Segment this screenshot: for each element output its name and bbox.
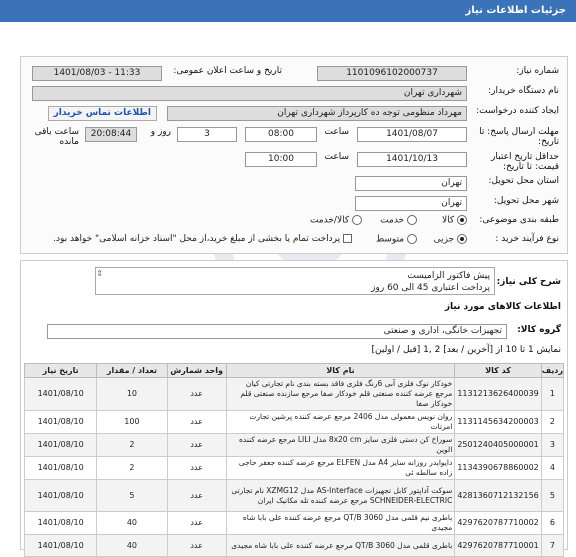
radio-icon[interactable] [352,215,362,225]
validity-date-field: 1401/10/13 [357,152,467,167]
validity-time-field: 10:00 [245,152,317,167]
deadline-label: مهلت ارسال پاسخ: تا تاریخ: [479,127,559,147]
cell-index: 3 [541,434,563,457]
announce-label: تاریخ و ساعت اعلان عمومی: [173,66,282,76]
cell-unit: عدد [167,512,226,535]
creator-label: ایجاد کننده درخواست: [476,106,559,116]
cell-name: خودکار نوک فلزی آبی 6رنگ فلزی فاقد بسته بندی نام تجارتی کیان مرجع عرضه کننده صنعتی قلم خودکار صفا مرجع سازنده صنعتی قلم خودکار صفا [226,378,455,411]
need-number-label: شماره نیاز: [516,66,559,76]
province-field: تهران [355,176,467,191]
deadline-time-label: ساعت [324,127,349,137]
cell-qty: 10 [97,378,167,411]
category-label: طبقه بندی موضوعی: [479,215,559,225]
cell-qty: 2 [97,434,167,457]
cell-qty: 2 [97,457,167,480]
cell-index: 7 [541,535,563,557]
category-option-service[interactable]: خدمت [380,215,417,226]
table-header-row [25,364,564,378]
items-panel [20,260,568,550]
cell-unit: عدد [167,434,226,457]
table-row[interactable] [25,434,564,457]
cell-code: 4281360712132156 [455,480,541,512]
radio-icon[interactable] [407,215,417,225]
header-date: تاریخ نیاز [25,364,97,378]
pagination-info[interactable]: نمایش 1 تا 10 از [آخرین / بعد] 2 ,1 [قبل / اولین] [371,345,561,355]
checkbox-icon[interactable] [343,234,352,243]
days-label: روز و [150,127,171,137]
city-field: تهران [355,196,467,211]
buyer-contact-link[interactable]: اطلاعات تماس خریدار [48,106,157,121]
treasury-payment-checkbox[interactable]: پرداخت تمام یا بخشی از مبلغ خرید،از محل "اسناد خزانه اسلامی" خواهد بود. [53,234,352,244]
cell-qty: 40 [97,535,167,557]
cell-code: 4297620787710001 [455,535,541,557]
cell-name: روان نویس معمولی مدل 2406 مرجع عرضه کننده پرشین تجارت امرتات [226,411,455,434]
radio-icon[interactable] [457,215,467,225]
cell-index: 2 [541,411,563,434]
cell-code: 2501240405000001 [455,434,541,457]
cell-unit: عدد [167,535,226,557]
cell-index: 4 [541,457,563,480]
group-field: تجهیزات خانگی، اداری و صنعتی [47,324,507,339]
cell-name: سوراخ کن دستی فلزی سایز 8x20 cm مدل LILI مرجع عرضه کننده الوین [226,434,455,457]
validity-time-label: ساعت [324,152,349,162]
description-line-2: پرداخت اعتباری 45 الی 60 روز [371,283,490,293]
cell-date: 1401/08/10 [25,378,97,411]
radio-icon[interactable] [407,234,417,244]
validity-label: حداقل تاریخ اعتبار قیمت: تا تاریخ: [491,152,559,172]
remaining-time-field: 20:08:44 [85,127,137,142]
description-line-1: پیش فاکتور الزامیست [407,271,490,281]
deadline-date-field: 1401/08/07 [357,127,467,142]
purchase-option-minor[interactable]: جزیی [434,234,467,245]
header-code: کد کالا [455,364,541,378]
cell-qty: 40 [97,512,167,535]
purchase-type-label: نوع فرآیند خرید : [495,234,559,244]
cell-date: 1401/08/10 [25,512,97,535]
need-info-panel [20,56,568,254]
category-option-goods[interactable]: کالا [442,215,467,226]
deadline-time-field: 08:00 [245,127,317,142]
description-label: شرح کلی نیاز: [496,277,561,287]
header-qty: تعداد / مقدار [97,364,167,378]
cell-unit: عدد [167,378,226,411]
announce-field: 1401/08/03 - 11:33 [32,66,162,81]
cell-name: دایوایدر روزانه سایز A4 مدل ELFEN مرجع عرضه کننده جعفر حاجی زاده سالطه ئی [226,457,455,480]
cell-code: 1131213626400039 [455,378,541,411]
cell-date: 1401/08/10 [25,457,97,480]
buyer-org-field: شهرداری تهران [32,86,467,101]
table-row[interactable] [25,411,564,434]
items-section-title: اطلاعات کالاهای مورد نیاز [444,302,561,312]
table-row[interactable] [25,378,564,411]
cell-date: 1401/08/10 [25,411,97,434]
cell-name: سوکت آداپتور کابل تجهیزات AS-Interface مدل XZMG12 نام تجارتی SCHNEIDER-ELECTRIC مرجع عرضه کننده تله مکانیک ایران [226,480,455,512]
cell-name: باطری قلمی مدل QT/B 3060 مرجع عرضه کننده علی بابا شاه مجیدی [226,535,455,557]
need-number-field: 1101096102000737 [317,66,467,81]
cell-date: 1401/08/10 [25,480,97,512]
cell-code: 4297620787710002 [455,512,541,535]
radio-icon[interactable] [457,234,467,244]
cell-index: 1 [541,378,563,411]
table-row[interactable] [25,512,564,535]
cell-name: باطری نیم قلمی مدل QT/B 3060 مرجع عرضه کننده علی بابا شاه مجیدی [226,512,455,535]
table-row[interactable] [25,480,564,512]
cell-index: 6 [541,512,563,535]
group-label: گروه کالا: [517,325,561,335]
cell-date: 1401/08/10 [25,434,97,457]
city-label: شهر محل تحویل: [493,196,559,206]
header-unit: واحد شمارش [167,364,226,378]
category-option-both[interactable]: کالا/خدمت [310,215,362,226]
table-row[interactable] [25,457,564,480]
description-textarea[interactable] [95,267,495,295]
cell-date: 1401/08/10 [25,535,97,557]
cell-qty: 5 [97,480,167,512]
buyer-org-label: نام دستگاه خریدار: [488,86,559,96]
table-row[interactable] [25,535,564,557]
header-name: نام کالا [226,364,455,378]
cell-index: 5 [541,480,563,512]
cell-qty: 100 [97,411,167,434]
purchase-option-medium[interactable]: متوسط [376,234,417,245]
remaining-label: ساعت باقی مانده [34,127,79,147]
cell-unit: عدد [167,457,226,480]
header-index: ردیف [541,364,563,378]
cell-code: 1131145634200003 [455,411,541,434]
days-remaining-field: 3 [177,127,237,142]
cell-unit: عدد [167,411,226,434]
cell-code: 1134390678860002 [455,457,541,480]
resize-chevron-icon[interactable]: ⇕ [96,269,103,278]
cell-unit: عدد [167,480,226,512]
items-table [24,363,564,557]
creator-field: مهرداد منظومی توجه ده کارپرداز شهرداری تهران [167,106,467,121]
province-label: استان محل تحویل: [488,176,559,186]
page-header: جزئیات اطلاعات نیاز [0,0,576,22]
